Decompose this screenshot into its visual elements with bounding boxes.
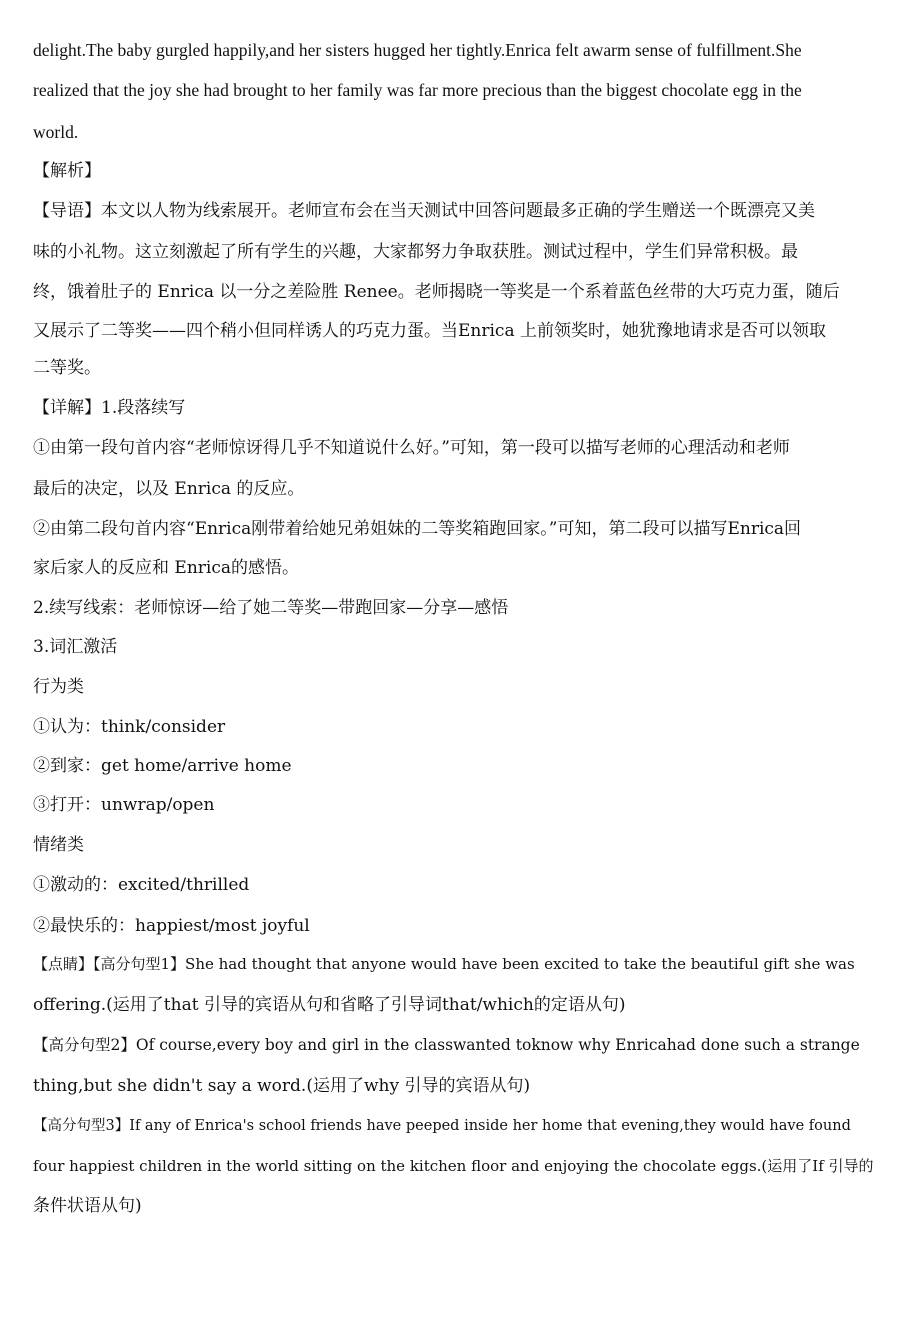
highlight-s3-line-1: 【高分句型3】If any of Enrica's school friends have peeped inside her home that evening,they would have found (33, 1118, 851, 1134)
highlight-s3-line-3: 条件状语从句) (33, 1196, 142, 1216)
highlight-s1-line-1: 【点睛】【高分句型1】She had thought that anyone would have been excited to take the beautiful gift she was (33, 955, 855, 973)
analysis-heading: 【解析】 (33, 161, 101, 181)
highlight-s2-line-1: 【高分句型2】Of course,every boy and girl in the classwanted toknow why Enricahad done such a strange (33, 1036, 860, 1054)
behavior-item: ②到家：get home/arrive home (33, 756, 292, 776)
emotion-item: ②最快乐的：happiest/most joyful (33, 916, 310, 936)
intro-line-4: 又展示了二等奖——四个稍小但同样诱人的巧克力蛋。当Enrica 上前领奖时，她犹豫地请求是否可以领取 (33, 321, 826, 341)
highlight-s2-line-2: thing,but she didn't say a word.(运用了why 引导的宾语从句) (33, 1076, 531, 1096)
detail-heading: 【详解】1.段落续写 (33, 398, 186, 418)
behavior-item: ③打开：unwrap/open (33, 795, 215, 815)
story-line-1: delight.The baby gurgled happily,and her sisters hugged her tightly.Enrica felt awarm sense of fulfillment.She (33, 40, 802, 60)
intro-line-2: 味的小礼物。这立刻激起了所有学生的兴趣，大家都努力争取获胜。测试过程中，学生们异常积极。最 (33, 242, 798, 262)
detail-p2-line-2: 家后家人的反应和 Enrica的感悟。 (33, 558, 299, 578)
highlight-s3-line-2: four happiest children in the world sitting on the kitchen floor and enjoying the chocolate eggs.(运用了If 引导的 (33, 1157, 874, 1175)
detail-p1-line-2: 最后的决定，以及 Enrica 的反应。 (33, 479, 305, 499)
story-line-2: realized that the joy she had brought to her family was far more precious than the biggest chocolate egg in the (33, 80, 802, 100)
detail-p2-line-1: ②由第二段句首内容“Enrica刚带着给她兄弟姐妹的二等奖箱跑回家。”可知，第二段可以描写Enrica回 (33, 519, 802, 539)
emotion-heading: 情绪类 (33, 835, 84, 855)
clue-line: 2.续写线索：老师惊讶—给了她二等奖—带跑回家—分享—感悟 (33, 598, 509, 618)
story-line-3: world. (33, 122, 79, 142)
behavior-heading: 行为类 (33, 677, 84, 697)
vocab-heading: 3.词汇激活 (33, 637, 118, 657)
detail-p1-line-1: ①由第一段句首内容“老师惊讶得几乎不知道说什么好。”可知，第一段可以描写老师的心理活动和老师 (33, 438, 790, 458)
intro-line-1: 【导语】本文以人物为线索展开。老师宣布会在当天测试中回答问题最多正确的学生赠送一个既漂亮又美 (33, 201, 815, 221)
emotion-item: ①激动的：excited/thrilled (33, 875, 250, 895)
intro-line-5: 二等奖。 (33, 358, 101, 378)
behavior-item: ①认为：think/consider (33, 717, 226, 737)
highlight-s1-line-2: offering.(运用了that 引导的宾语从句和省略了引导词that/which的定语从句) (33, 995, 626, 1015)
intro-line-3: 终，饿着肚子的 Enrica 以一分之差险胜 Renee。老师揭晓一等奖是一个系着蓝色丝带的大巧克力蛋，随后 (33, 282, 840, 302)
